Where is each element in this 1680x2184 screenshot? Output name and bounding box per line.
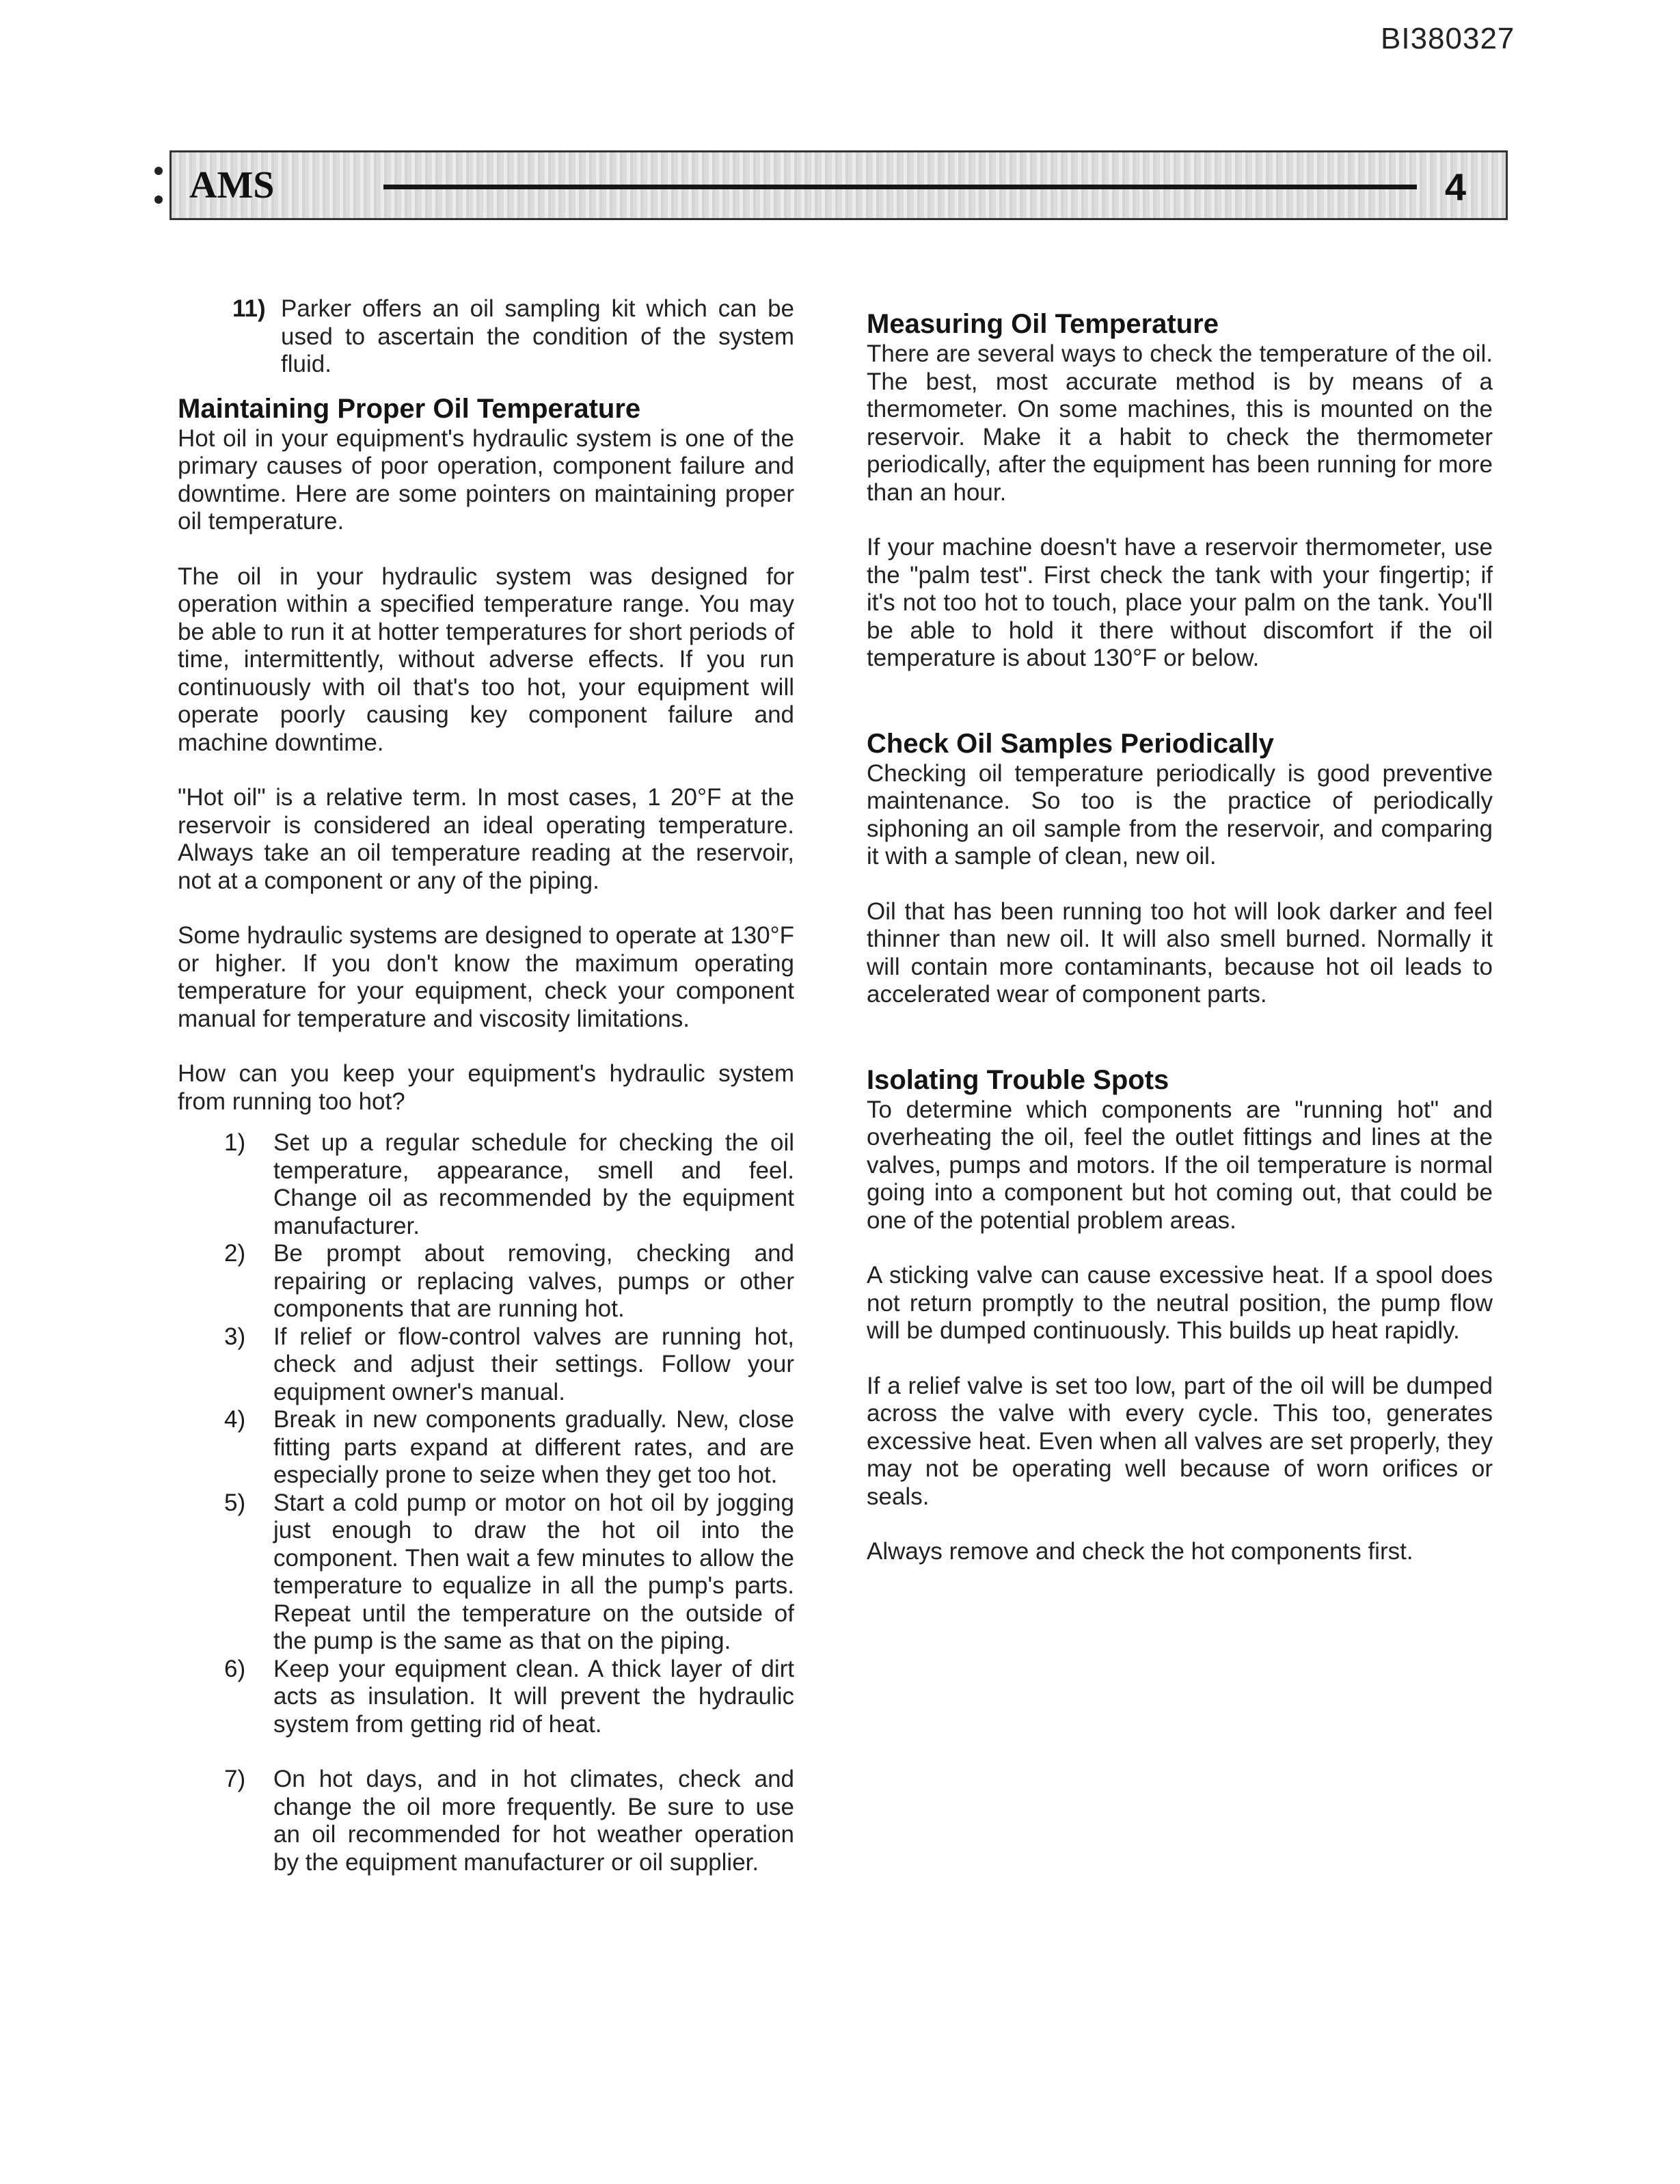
bullet-dot-icon [154,167,163,175]
section-heading: Isolating Trouble Spots [867,1064,1169,1095]
list-text: Break in new components gradually. New, close fitting parts expand at different rates, and are especially prone to seize when they get too hot. [273,1406,794,1488]
list-number: 11) [232,295,266,322]
paragraph: If your machine doesn't have a reservoir thermometer, use the "palm test". First check the tank with your fingertip; if it's not too hot to touch, place your palm on the tank. You'll be able to hold it there without discomfort if the oil temperature is about 130°F or below. [867,534,1493,671]
list-item [178,1240,794,1323]
list-text: Be prompt about removing, checking and repairing or replacing valves, pumps or other components that are running hot. [273,1240,794,1322]
bullet-dot-icon [154,196,163,204]
paragraph: To determine which components are "running hot" and overheating the oil, feel the outlet fittings and lines at the valves, pumps and motors. If the oil temperature is normal going into a component but hot coming out, that could be one of the potential problem areas. [867,1096,1493,1234]
paragraph: Hot oil in your equipment's hydraulic system is one of the primary causes of poor operation, component failure and downtime. Here are some pointers on maintaining proper oil temperature. [178,424,794,535]
list-item [178,1489,794,1656]
page-header-bar [170,150,1508,220]
list-text: Start a cold pump or motor on hot oil by jogging just enough to draw the hot oil into the component. Then wait a few minutes to allow the temperature to equalize in all the pump's parts. Repeat until the temperature on the outside of the pump is the same as that on the piping. [273,1489,794,1654]
section-heading: Check Oil Samples Periodically [867,728,1274,759]
list-item [178,1406,794,1489]
list-text: Keep your equipment clean. A thick layer of dirt acts as insulation. It will prevent the hydraulic system from getting rid of heat. [273,1655,794,1738]
header-rule [383,185,1417,189]
list-number: 1) [224,1129,246,1156]
list-item [178,295,794,379]
list-number: 3) [224,1323,246,1350]
page-number: 4 [1444,165,1466,208]
list-text: Set up a regular schedule for checking the oil temperature, appearance, smell and feel. Change oil as recommended by the equipment manufacturer. [273,1129,794,1239]
list-item [178,1129,794,1240]
right-column [867,308,1493,1566]
list-item [178,1323,794,1407]
list-item [178,1766,794,1876]
section-heading: Maintaining Proper Oil Temperature [178,393,641,424]
paragraph: Checking oil temperature periodically is good preventive maintenance. So too is the practice of periodically siphoning an oil sample from the reservoir, and comparing it with a sample of clean, new oil. [867,759,1493,869]
ams-logo: AMS [189,164,275,206]
left-column [178,295,794,1876]
paragraph: A sticking valve can cause excessive heat. If a spool does not return promptly to the neutral position, the pump flow will be dumped continuously. This builds up heat rapidly. [867,1262,1493,1344]
list-number: 2) [224,1240,246,1267]
paragraph: If a relief valve is set too low, part of the oil will be dumped across the valve with every cycle. This too, generates excessive heat. Even when all valves are set properly, they may not be operating well because of worn orifices or seals. [867,1372,1493,1510]
paragraph: Always remove and check the hot components first. [867,1538,1413,1565]
list-text: Parker offers an oil sampling kit which can be used to ascertain the condition of the system fluid. [281,295,794,377]
paragraph: Some hydraulic systems are designed to operate at 130°F or higher. If you don't know the maximum operating temperature for your equipment, check your component manual for temperature and viscosity limitations. [178,922,794,1032]
document-id: BI380327 [1381,22,1515,55]
paragraph: Oil that has been running too hot will look darker and feel thinner than new oil. It will also smell burned. Normally it will contain more contaminants, because hot oil leads to accelerated wear of component parts. [867,898,1493,1008]
list-text: If relief or flow-control valves are running hot, check and adjust their settings. Follow your equipment owner's manual. [273,1323,794,1405]
list-text: On hot days, and in hot climates, check and change the oil more frequently. Be sure to use an oil recommended for hot weather operation by the equipment manufacturer or oil supplier. [273,1766,794,1876]
paragraph: There are several ways to check the temperature of the oil. The best, most accurate method is by means of a thermometer. On some machines, this is mounted on the reservoir. Make it a habit to check the thermometer periodically, after the equipment has been running for more than an hour. [867,340,1493,506]
list-number: 6) [224,1655,246,1682]
list-number: 5) [224,1489,246,1516]
section-heading: Measuring Oil Temperature [867,309,1219,339]
list-number: 7) [224,1766,246,1792]
list-item [178,1656,794,1739]
list-number: 4) [224,1406,246,1433]
paragraph: How can you keep your equipment's hydraulic system from running too hot? [178,1060,794,1115]
paragraph: The oil in your hydraulic system was designed for operation within a specified temperature range. You may be able to run it at hotter temperatures for short periods of time, intermittently, without adverse effects. If you run continuously with oil that's too hot, your equipment will operate poorly causing key component failure and machine downtime. [178,563,794,756]
paragraph: "Hot oil" is a relative term. In most cases, 1 20°F at the reservoir is considered an ideal operating temperature. Always take an oil temperature reading at the reservoir, not at a component or any of the piping. [178,784,794,894]
